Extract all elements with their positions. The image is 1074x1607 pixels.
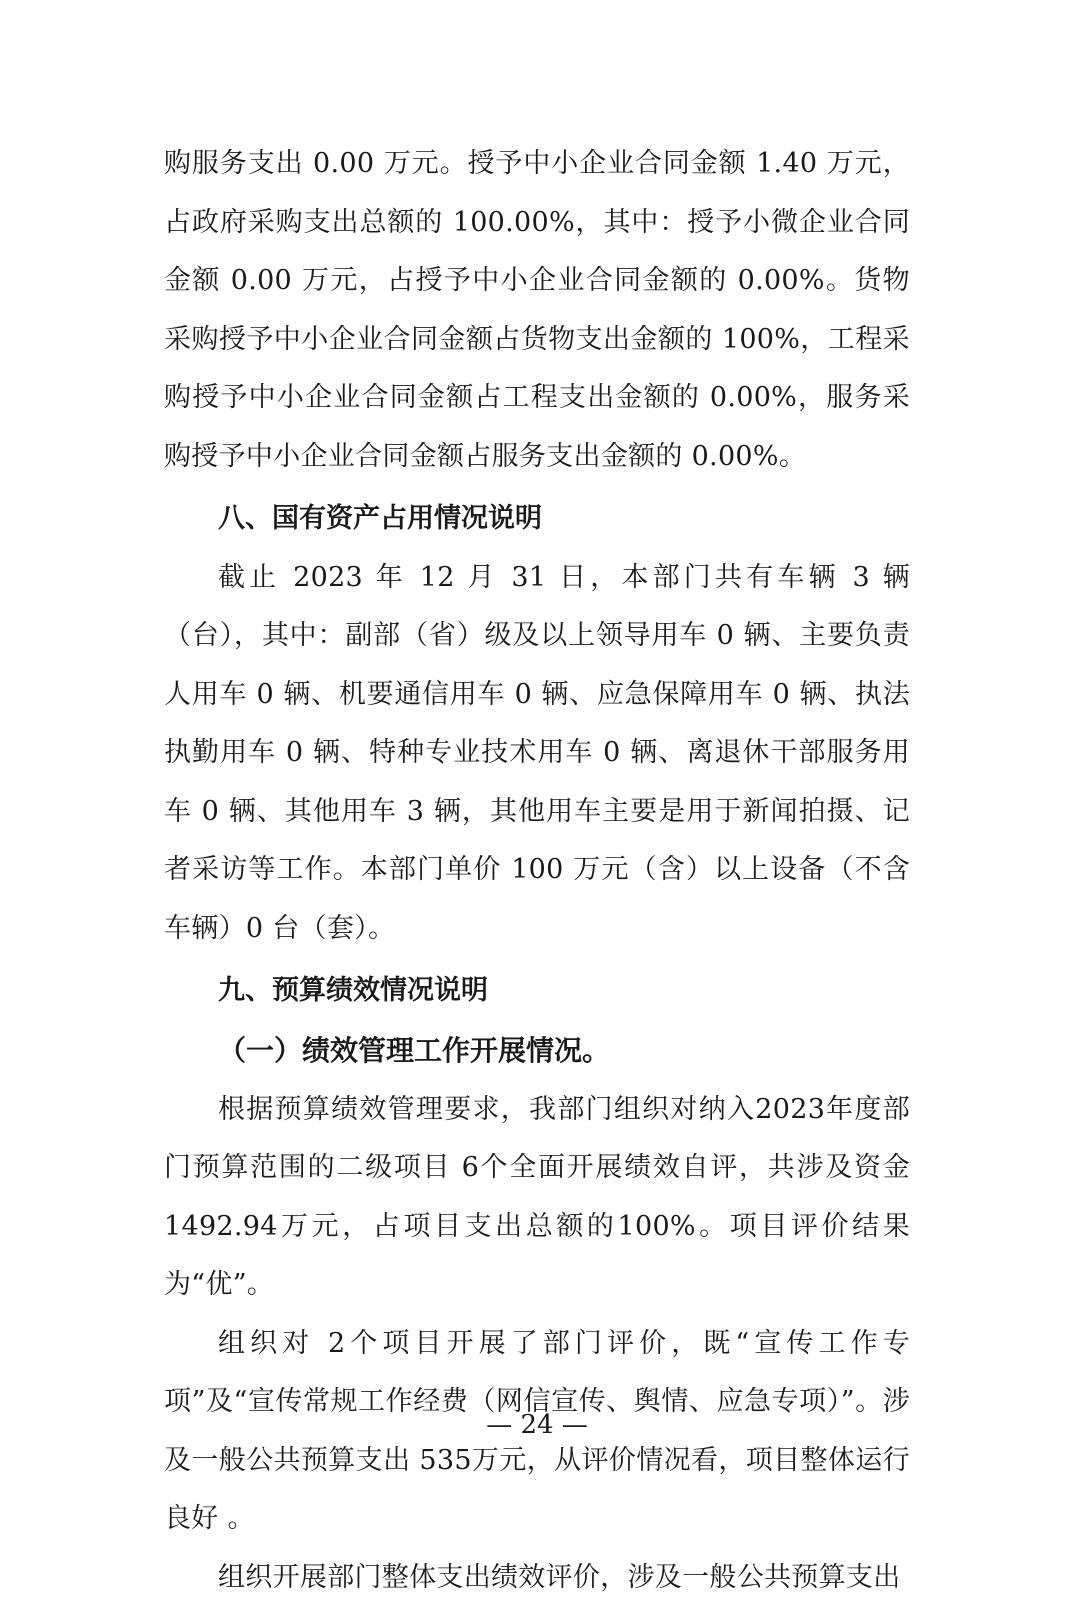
paragraph-procurement: 购服务支出 0.00 万元。授予中小企业合同金额 1.40 万元，占政府采购支出总额的 100.00%，其中：授予小微企业合同金额 0.00 万元，占授予中小企业合同金额的 0.00%。货物采购授予中小企业合同金额占货物支出金额的 100%，工程采购授予中小企业合同金额占工程支出金额的 0.00%，服务采购授予中小企业合同金额占服务支出金额的 0.00%。 — [164, 135, 910, 486]
section-heading-state-assets: 八、国有资产占用情况说明 — [164, 490, 910, 549]
subsection-heading-performance-management: （一）绩效管理工作开展情况。 — [164, 1021, 910, 1081]
paragraph-self-evaluation: 根据预算绩效管理要求，我部门组织对纳入2023年度部门预算范围的二级项目 6个全面开展绩效自评，共涉及资金1492.94万元，占项目支出总额的100%。项目评价结果为“优”。 — [164, 1081, 910, 1315]
page-number: — 24 — — [0, 1405, 1074, 1445]
paragraph-overall-evaluation: 组织开展部门整体支出绩效评价，涉及一般公共预算支出 — [164, 1549, 910, 1607]
paragraph-vehicles: 截止 2023 年 12 月 31 日，本部门共有车辆 3 辆（台），其中：副部（省）级及以上领导用车 0 辆、主要负责人用车 0 辆、机要通信用车 0 辆、应急保障用车 0 辆、执法执勤用车 0 辆、特种专业技术用车 0 辆、离退休干部服务用车 0 辆、其他用车 3 辆，其他用车主要是用于新闻拍摄、记者采访等工作。本部门单价 100 万元（含）以上设备（不含车辆）0 台（套）。 — [164, 549, 910, 959]
paragraph-department-evaluation: 组织对 2个项目开展了部门评价，既“宣传工作专项”及“宣传常规工作经费（网信宣传、舆情、应急专项）”。涉及一般公共预算支出 535万元，从评价情况看，项目整体运行良好 。 — [164, 1315, 910, 1549]
section-heading-budget-performance: 九、预算绩效情况说明 — [164, 962, 910, 1021]
document-body — [164, 135, 910, 1607]
